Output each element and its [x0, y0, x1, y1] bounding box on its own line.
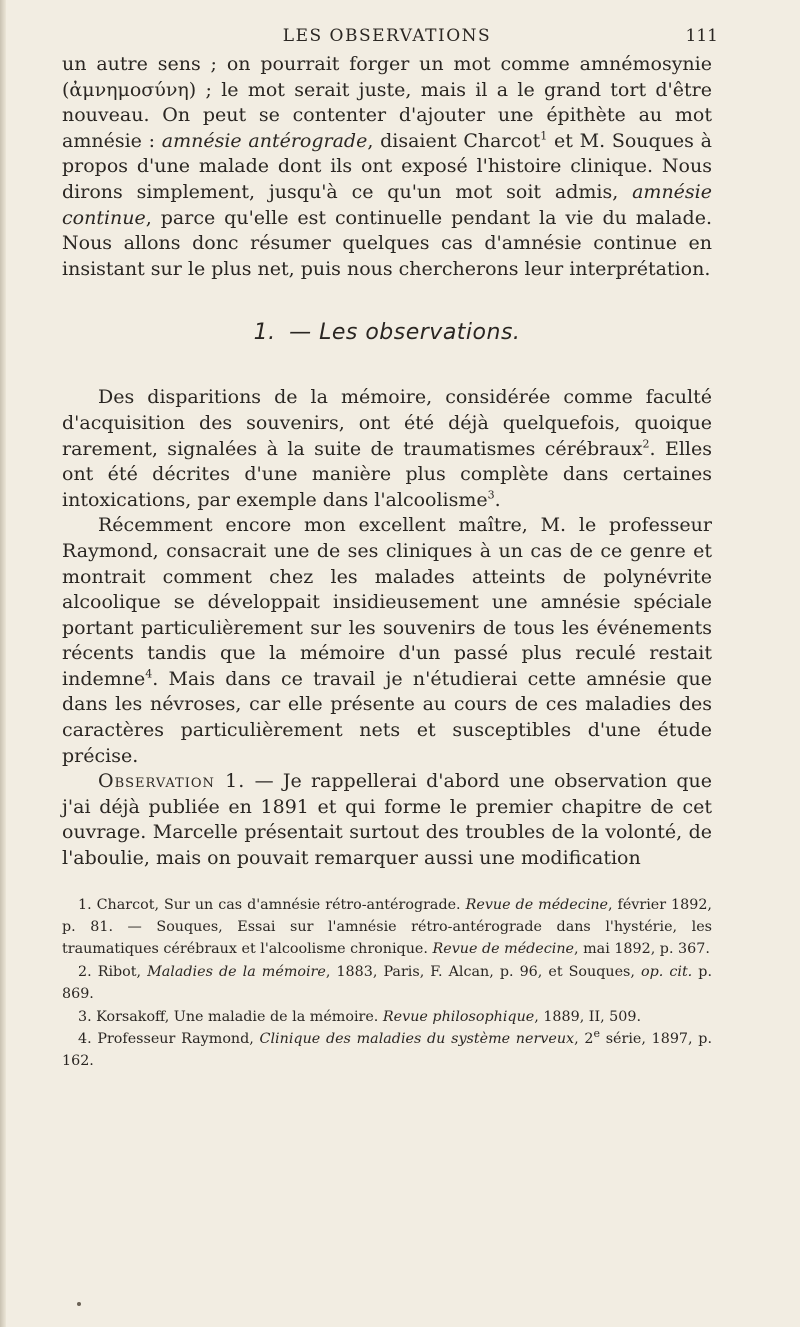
section-title: Les observations.: [319, 320, 521, 346]
running-head: [62, 20, 718, 52]
paragraph-3: [62, 513, 712, 769]
text-span: Je rappellerai d'abord une observation que j'ai déjà publiée en 1891 et qui forme le premier chapitre de cet ouvrage. Marcelle présentait surtout des troubles de la volonté, de l'aboulie, mais on pouvait remarquer aussi une modification: [62, 770, 712, 870]
journal-title: Revue philosophique: [382, 1008, 535, 1025]
journal-title: Revue de médecine: [432, 941, 575, 958]
footnote-ref-3: 3: [487, 488, 495, 502]
section-dash: —: [289, 320, 312, 346]
observation-label: Observation 1.: [98, 770, 246, 793]
text-span: série, 1897, p. 162.: [62, 1031, 712, 1070]
book-page: [62, 20, 718, 1073]
footnote-2: [62, 961, 712, 1006]
journal-title: Revue de médecine: [465, 896, 609, 913]
book-title: Maladies de la mémoire: [147, 963, 326, 980]
text-span: .: [494, 488, 501, 511]
book-spine-edge: [0, 0, 6, 1327]
section-heading: [62, 320, 712, 345]
text-span: , 1889, II, 509.: [534, 1008, 642, 1025]
text-span: , février 1892, p. 81. — Souques, Essai sur l'amnésie rétro-antérograde dans l'hystérie, les traumatiques cérébraux et l'alcoolisme chronique.: [62, 896, 712, 958]
text-span: , mai 1892, p. 367.: [574, 941, 710, 958]
body-text: [62, 52, 712, 872]
paragraph-observation-1: [62, 769, 712, 871]
text-span: un autre sens ; on pourrait forger un mot comme amnémosynie (ἀμνημοσύνη) ; le mot serait juste, mais il a le grand tort d'être nouveau. On peut se contenter d'ajouter une épithète au mot amnésie :: [62, 53, 712, 152]
book-title: Clinique des maladies du système nerveux: [259, 1031, 575, 1048]
footnote-4: [62, 1028, 712, 1073]
ordinal-suffix: e: [593, 1027, 600, 1041]
footnote-ref-1: 1: [540, 129, 548, 143]
text-span: 2. Ribot,: [78, 963, 148, 980]
text-span: , parce qu'elle est continuelle pendant la vie du malade. Nous allons donc résumer quelques cas d'amnésie continue en insistant sur le plus net, puis nous chercherons leur interprétation.: [62, 206, 712, 280]
text-span: , 2: [574, 1031, 594, 1048]
text-span: , disaient Charcot: [367, 129, 541, 152]
section-number: 1.: [253, 320, 276, 346]
text-span: et M. Souques à propos d'une malade dont ils ont exposé l'histoire clinique. Nous dirons simplement, jusqu'à ce qu'un mot soit admis,: [62, 129, 712, 203]
footnote-ref-2: 2: [642, 437, 650, 451]
ink-speck: [77, 1302, 81, 1306]
text-span: 3. Korsakoff, Une maladie de la mémoire.: [78, 1008, 383, 1025]
text-span: . Elles ont été décrites d'une manière plus complète dans certaines intoxications, par exemple dans l'alcoolisme: [62, 437, 712, 511]
footnote-3: [62, 1006, 712, 1028]
footnotes: [62, 894, 712, 1073]
text-dash: —: [254, 770, 274, 793]
paragraph-intro: [62, 52, 712, 282]
text-span: , 1883, Paris, F. Alcan, p. 96, et Souques,: [325, 963, 641, 980]
text-span: 4. Professeur Raymond,: [78, 1031, 260, 1048]
page-number: 111: [685, 26, 718, 46]
citation-abbrev: op. cit.: [641, 963, 693, 980]
paragraph-2: [62, 385, 712, 513]
text-span: p. 869.: [62, 963, 712, 1003]
footnote-ref-4: 4: [145, 667, 153, 681]
footnote-1: [62, 894, 712, 961]
term-amnesie-anterograde: amnésie antérograde: [161, 129, 368, 152]
text-span: 1. Charcot, Sur un cas d'amnésie rétro-antérograde.: [78, 896, 466, 913]
text-span: . Mais dans ce travail je n'étudierai cette amnésie que dans les névroses, car elle présente au cours de ces maladies des caractères particulièrement nets et susceptibles d'une étude précise.: [62, 667, 712, 767]
term-amnesie-continue: amnésie continue: [62, 180, 712, 229]
text-span: Récemment encore mon excellent maître, M. le professeur Raymond, consacrait une de ses cliniques à un cas de ce genre et montrait comment chez les malades atteints de polynévrite alcoolique se développait insidieusement une amnésie spéciale portant particulièrement sur les souvenirs de tous les événements récents tandis que la mémoire d'un passé plus reculé restait indemne: [62, 514, 712, 690]
text-span: Des disparitions de la mémoire, considérée comme faculté d'acquisition des souvenirs, ont été déjà quelquefois, quoique rarement, signalées à la suite de traumatismes cérébraux: [62, 386, 712, 460]
running-head-title: LES OBSERVATIONS: [282, 26, 492, 46]
